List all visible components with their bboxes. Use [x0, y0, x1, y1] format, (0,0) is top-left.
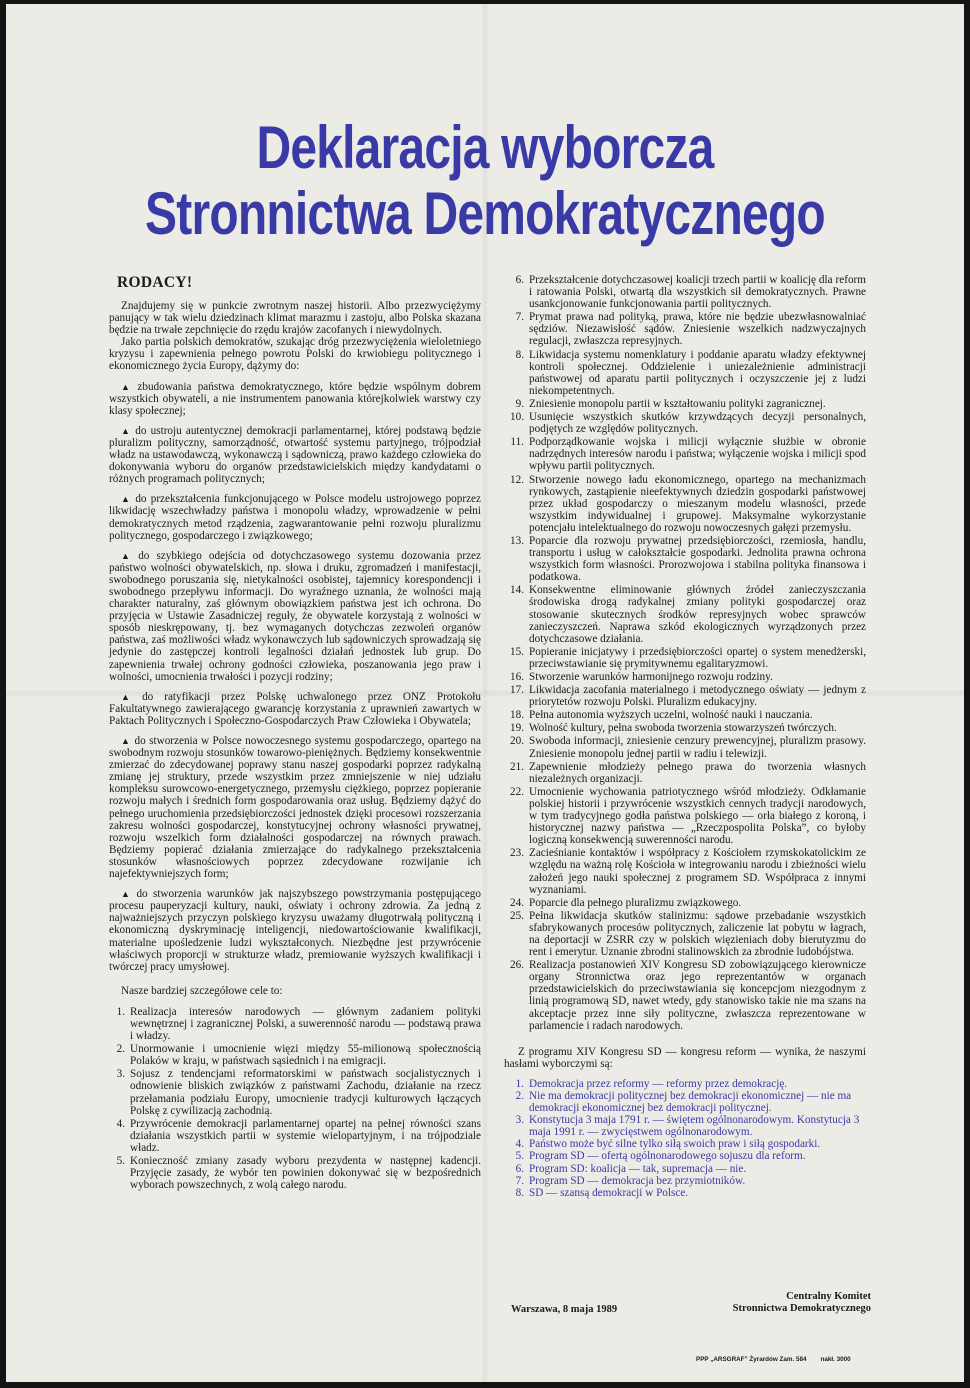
- goal-item-number: 26.: [510, 959, 524, 972]
- goal-item: [109, 1155, 481, 1191]
- goal-item: [504, 311, 866, 347]
- aim-item: [109, 888, 481, 973]
- goal-item: [504, 897, 866, 909]
- goal-item-number: 5.: [116, 1155, 125, 1167]
- aim-text: zbudowania państwa demokratycznego, które będzie wspólnym dobrem wszystkich obywateli, a nie instrumentem panowania którejkolwiek warstwy czy klasy społecznej;: [109, 380, 481, 417]
- goal-item-number: 8.: [515, 348, 524, 361]
- goal-item: [504, 959, 866, 1032]
- goal-item-number: 10.: [510, 411, 524, 424]
- goal-item-number: 20.: [510, 735, 524, 748]
- slogan-item: [504, 1090, 866, 1114]
- signature: [706, 1291, 871, 1315]
- goal-item-number: 22.: [510, 785, 524, 798]
- slogan-item: [504, 1150, 866, 1162]
- goal-item: [504, 671, 866, 683]
- title-line-1: Deklaracja wyborcza: [256, 114, 714, 181]
- slogans-intro: Z programu XIV Kongresu SD — kongresu reform — wynika, że naszymi hasłami wyborczymi są:: [504, 1045, 866, 1070]
- slogan-item-text: Konstytucja 3 maja 1791 r. — świętem ogólnonarodowym. Konstytucja 3 maja 1991 r. — zwycięstwem ogólnonarodowym.: [529, 1114, 860, 1139]
- triangle-bullet-icon: ▲: [121, 736, 131, 746]
- aim-text: do stworzenia w Polsce nowoczesnego systemu gospodarczego, opartego na swobodnym rozwoju stosunków towarowo-pieniężnych. Będziemy konsekwentnie zmierzać do zdecydowanej poprawy stanu naszej gospodarki poprzez radykalną zmianę jej struktury, przede wszystkim przez zmniejszenie w niej udziału kompleksu surowcowo-energetycznego, przemysłu ciężkiego, poprzez popieranie rozwoju małych i średnich form gospodarowania oraz usług. Będziemy dążyć do pełnego uruchomienia przedsiębiorczości jednostek dzięki procesowi rozszerzania zakresu wolności gospodarczej, konstytucyjnej ochrony własności prywatnej, rozwoju wszelkich form działalności gospodarczej na równych prawach. Będziemy popierać działania zmierzające do radykalnego przekształcenia stosunków własnościowych poprzez zdecydowane rozwijanie ich najefektywniejszych form;: [109, 735, 481, 881]
- goal-item: [504, 584, 866, 644]
- goal-item-number: 3.: [116, 1068, 125, 1081]
- goal-item-number: 12.: [510, 473, 524, 486]
- goal-item-text: Usunięcie wszystkich skutków krzywdzących decyzji personalnych, podjętych ze względów politycznych.: [529, 411, 866, 436]
- goal-item-number: 9.: [515, 397, 524, 410]
- signature-line: Stronnictwa Demokratycznego: [732, 1303, 871, 1314]
- slogan-item-text: Państwo może być silne tylko siłą swoich praw i siłą gospodarki.: [529, 1138, 821, 1151]
- goal-item-text: Zapewnienie młodzieży pełnego prawa do tworzenia własnych niezależnych organizacji.: [529, 760, 866, 785]
- slogan-item: [504, 1187, 866, 1199]
- goal-item-text: Pełna autonomia wyższych uczelni, wolność nauki i nauczania.: [529, 709, 813, 722]
- goal-item-text: Realizacja interesów narodowych — głównym zadaniem polityki wewnętrznej i zagranicznej Polski, a suwerenność narodu — podstawą prawa i władzy.: [130, 1005, 481, 1043]
- slogan-item-number: 3.: [515, 1114, 524, 1127]
- slogan-item-number: 1.: [515, 1077, 524, 1090]
- goals-list-left: [109, 1006, 481, 1191]
- goal-item-number: 1.: [116, 1005, 125, 1018]
- goal-item: [504, 684, 866, 708]
- triangle-bullet-icon: ▲: [121, 381, 134, 392]
- slogan-item: [504, 1175, 866, 1187]
- goal-item-text: Popieranie inicjatywy i przedsiębiorczości opartej o system menedżerski, przeciwstawianie się prymitywnemu egalitaryzmowi.: [529, 645, 866, 670]
- goal-item-number: 25.: [510, 909, 524, 922]
- goal-item-text: Konieczność zmiany zasady wyboru prezydenta w następnej kadencji. Przyjęcie zasady, że wybór ten powinien dokonywać się w bezpośrednich wyborach powszechnych, z wolą całego narodu.: [130, 1155, 481, 1192]
- goal-item: [109, 1068, 481, 1116]
- place-date: Warszawa, 8 maja 1989: [511, 1304, 618, 1315]
- slogan-item-number: 6.: [515, 1162, 524, 1175]
- left-column: [109, 274, 481, 1192]
- goal-item-text: Swoboda informacji, zniesienie cenzury prewencyjnej, pluralizm prasowy. Zniesienie monopolu jednej partii w radiu i telewizji.: [529, 735, 866, 760]
- goal-item-text: Przekształcenie dotychczasowej koalicji trzech partii w koalicję dla reform i ratowania Polski, otwartą dla wszystkich sił demokratycznych. Prawne usankcjonowanie funkcjonowania partii politycznych.: [529, 274, 866, 311]
- printer-name: PPP „ARSGRAF” Żyrardów Zam. 584: [696, 1356, 807, 1363]
- goal-item-text: Poparcie dla rozwoju prywatnej przedsiębiorczości, rzemiosła, handlu, transportu i usług w całokształcie gospodarki. Jednolita prawna ochrona wszystkich form własności. Prorozwojowa i stabilna polityka finansowa i podatkowa.: [529, 534, 866, 584]
- goal-item: [504, 735, 866, 759]
- title-line-2: Stronnictwa Demokratycznego: [145, 180, 825, 247]
- slogan-item-number: 7.: [515, 1174, 524, 1187]
- goal-item-number: 16.: [510, 671, 524, 683]
- slogan-item-number: 2.: [515, 1090, 524, 1102]
- goal-item: [504, 722, 866, 734]
- slogan-item: [504, 1078, 866, 1090]
- goal-item-text: Realizacja postanowień XIV Kongresu SD zobowiązującego kierownicze organy Stronnictwa oraz jego reprezentantów w organach przedstawicielskich do przeciwstawiania się koncepcjom niezgodnym z linią programową SD, nawet wtedy, gdy stanowisko takie nie ma szans na akceptacje przez inne siły polityczne, zwłaszcza reprezentowane w parlamencie i radach narodowych.: [529, 959, 866, 1032]
- aims-list: [109, 381, 481, 973]
- triangle-bullet-icon: ▲: [121, 425, 132, 436]
- slogan-item-text: Nie ma demokracji politycznej bez demokracji ekonomicznej — nie ma demokracji ekonomicznej bez demokracji politycznej.: [529, 1090, 852, 1115]
- aim-item: [109, 381, 481, 417]
- goal-item: [504, 398, 866, 410]
- goal-item-number: 4.: [116, 1117, 125, 1130]
- goal-item: [109, 1043, 481, 1067]
- goal-item-text: Umocnienie wychowania patriotycznego wśród młodzieży. Odkłamanie polskiej historii i przywrócenie wszystkich cennych tradycji narodowych, w tym tradycyjnego godła państwa polskiego — orła białego z koroną, i historycznej nazwy państwa — „Rzeczpospolita Polska”, co byłoby logiczną konsekwencją suwerenności narodu.: [529, 785, 866, 847]
- aim-item: [109, 425, 481, 485]
- slogan-item-number: 8.: [515, 1186, 524, 1199]
- triangle-bullet-icon: ▲: [121, 550, 135, 561]
- goal-item-number: 21.: [510, 760, 524, 773]
- intro-paragraph: Znajdujemy się w punkcie zwrotnym naszej historii. Albo przezwyciężymy panujący w tak wielu dziedzinach klimat marazmu i zastoju, albo Polska skazana będzie na trwałe zepchnięcie do rzędu krajów zacofanych i niewydolnych.: [109, 300, 481, 337]
- goal-item-text: Likwidacja systemu nomenklatury i poddanie aparatu władzy efektywnej kontroli społecznej. Oddzielenie i uniezależnienie administracji państwowej od aparatu partii politycznych i oczyszczenie jej z ludzi niekompetentnych.: [529, 348, 866, 397]
- goal-item-text: Stworzenie nowego ładu ekonomicznego, opartego na mechanizmach rynkowych, zastąpienie nieefektywnych dziedzin gospodarki państwowej przez układ gospodarczy o mieszanym modelu własności, przede wszystkim indywidualnej i grupowej. Maksymalne wykorzystanie potencjału intelektualnego do rozwoju nowoczesnych gałęzi przemysłu.: [529, 473, 866, 534]
- goal-item-number: 18.: [510, 709, 524, 722]
- aim-text: do ustroju autentycznej demokracji parlamentarnej, której podstawą będzie pluralizm polityczny, samorządność, otwartość systemu partyjnego, trójpodział władz na ustawodawczą, wykonawczą i sądowniczą, prawo każdego człowieka do dokonywania wyboru do organów przedstawicielskich między kandydatami o różnych programach politycznych;: [109, 424, 481, 486]
- print-run: nakł. 3000: [820, 1356, 851, 1363]
- goal-item-text: Przywrócenie demokracji parlamentarnej opartej na pełnej równości szans działania wszystkich partii w systemie wielopartyjnym, i na trójpodziale władz.: [130, 1117, 481, 1154]
- slogan-item-text: SD — szansą demokracji w Polsce.: [529, 1186, 689, 1199]
- goals-lead: Nasze bardziej szczegółowe cele to:: [121, 984, 283, 997]
- slogan-item: [504, 1163, 866, 1175]
- goal-item-text: Konsekwentne eliminowanie głównych źródeł zanieczyszczania środowiska drogą radykalnej zmiany polityki gospodarczej oraz stosowanie skutecznych środków represyjnych wobec sprawców zanieczyszczeń. Naprawa szkód ekologicznych wyrządzonych przez dotychczasowe działania.: [529, 584, 866, 645]
- goal-item-text: Zacieśnianie kontaktów i współpracy z Kościołem rzymskokatolickim ze względu na ważną rolę Kościoła w integrowaniu narodu i zbieżności wielu założeń jego nauki społecznej z programem SD. Współpraca z innymi wyznaniami.: [529, 847, 866, 896]
- goal-item-number: 7.: [515, 311, 524, 324]
- goal-item-number: 6.: [515, 274, 524, 286]
- slogans-list: [504, 1078, 866, 1199]
- aim-item: [109, 691, 481, 727]
- goal-item-text: Sojusz z tendencjami reformatorskimi w państwach socjalistycznych i odnowienie bliskich związków z państwami Zachodu, działanie na rzecz przełamania podziału Europy, umocnienie tradycji kulturowych łączących Polskę z cywilizacją zachodnią.: [130, 1068, 481, 1117]
- goal-item: [504, 910, 866, 958]
- goal-item: [504, 535, 866, 583]
- goal-item: [504, 646, 866, 670]
- goal-item-text: Podporządkowanie wojska i milicji wyłącznie służbie w obronie nadrzędnych interesów narodu i państwa; wyłączenie wojska i milicji spod wpływu partii politycznych.: [529, 436, 866, 473]
- poster-page: [6, 4, 964, 1382]
- goal-item: [504, 411, 866, 435]
- goal-item: [109, 1118, 481, 1154]
- goal-item-text: Pełna likwidacja skutków stalinizmu: sądowe przebadanie wszystkich sfabrykowanych procesów politycznych, zaliczenie lat pobytu w łagrach, na deportacji w ZSRR czy w polskich więzieniach doby bierutyzmu do rent i emerytur. Uznanie zbrodni stalinowskich za zbrodnie ludobójstwa.: [529, 909, 866, 959]
- slogan-item-text: Program SD: koalicja — tak, supremacja — nie.: [529, 1162, 747, 1175]
- aim-text: do ratyfikacji przez Polskę uchwalonego przez ONZ Protokołu Fakultatywnego zawierającego gwarancję korzystania z uprawnień zawartych w Paktach Politycznych i Społeczno-Gospodarczych Praw Człowieka i Obywatela;: [109, 690, 481, 727]
- printer-imprint: [696, 1356, 851, 1363]
- goal-item-number: 17.: [510, 684, 524, 697]
- aim-text: do przekształcenia funkcjonującego w Polsce modelu ustrojowego poprzez likwidację wszechwładzy państwa i monopolu władzy, wprowadzenie w pełni demokratycznych metod rządzenia, zagwarantowanie pełni rozwoju pluralizmu politycznego, gospodarczego i związkowego;: [109, 493, 481, 542]
- slogan-item: [504, 1138, 866, 1150]
- intro-paragraph: Jako partia polskich demokratów, szukając dróg przezwyciężenia wieloletniego kryzysu i zapewnienia pełnego powrotu Polski do krwiobiegu politycznego i ekonomicznego życia Europy, dążymy do:: [109, 336, 481, 373]
- slogan-item-number: 4.: [515, 1138, 524, 1151]
- goal-item: [504, 761, 866, 785]
- slogan-item-text: Program SD — ofertą ogólnonarodowego sojuszu dla reform.: [529, 1150, 806, 1163]
- goal-item-text: Likwidacja zacofania materialnego i metodycznego oświaty — jednym z priorytetów rozwoju Polski. Pluralizm edukacyjny.: [529, 684, 866, 709]
- goal-item: [504, 274, 866, 310]
- triangle-bullet-icon: ▲: [121, 889, 133, 900]
- section-heading: RODACY!: [117, 274, 193, 291]
- goal-item-number: 11.: [510, 436, 524, 449]
- goal-item-number: 2.: [116, 1043, 125, 1056]
- goal-item-text: Prymat prawa nad polityką, prawa, które nie będzie ubezwłasnowalniać sędziów. Niezawisłość sądów. Zniesienie wszelkich nadzwyczajnych regulacji, zwłaszcza represyjnych.: [529, 311, 866, 348]
- right-column: [504, 274, 866, 1199]
- goal-item: [109, 1006, 481, 1042]
- aim-text: do szybkiego odejścia od dotychczasowego systemu dozowania przez państwo wolności obywatelskich, np. słowa i druku, zgromadzeń i manifestacji, swobodnego poruszania się, nietykalności osobistej, tajemnicy korespondencji i swobodnego przepływu informacji. Do wyraźnego uznania, że wolności mają charakter naturalny, zaś głównym obowiązkiem państwa jest ich ochrona. Do przyjęcia w Ustawie Zasadniczej reguły, że obywatele korzystają z wolności w sposób nieskrępowany, tj. bez wymaganych dotychczas zezwoleń organów państwa, zaś możliwości władz wykonawczych lub sądowniczych sprowadzają się jedynie do zastępczej kontroli legalności działań jednostek lub grup. Do zapewnienia trwałej ochrony godności człowieka, poszanowania jego praw i wolności, umocnienia trwałości i pozycji rodziny;: [109, 549, 481, 683]
- goals-list-right: [504, 274, 866, 1032]
- aim-text: do stworzenia warunków jak najszybszego powstrzymania postępującego procesu pauperyzacji kultury, nauki, oświaty i ochrony zdrowia. Za jedną z najważniejszych przyczyn polskiego kryzysu uważamy długotrwałą polityczną i ekonomiczną dyskryminację inteligencji, niedowartościowanie kwalifikacji, materialne upośledzenie ludzi wykształconych. Niezbędne jest przywrócenie właściwych proporcji w strukturze władz, premiowanie wyższych kwalifikacji i twórczej pracy umysłowej.: [109, 888, 481, 973]
- goal-item: [504, 709, 866, 721]
- aim-item: [109, 735, 481, 880]
- signature-line: Centralny Komitet: [786, 1291, 871, 1302]
- goal-item-text: Unormowanie i umocnienie więzi między 55-milionową społecznością Polaków w kraju, w państwach sąsiednich i na emigracji.: [130, 1043, 481, 1068]
- aim-item: [109, 493, 481, 541]
- goal-item: [504, 349, 866, 397]
- goal-item: [504, 847, 866, 895]
- goal-item: [504, 786, 866, 846]
- goal-item-text: Wolność kultury, pełna swoboda tworzenia stowarzyszeń twórczych.: [529, 722, 837, 735]
- aim-item: [109, 550, 481, 683]
- goal-item-number: 19.: [510, 722, 524, 735]
- triangle-bullet-icon: ▲: [121, 691, 139, 702]
- slogan-item-text: Demokracja przez reformy — reformy przez demokrację.: [529, 1077, 788, 1090]
- slogan-item-number: 5.: [515, 1150, 524, 1163]
- goal-item: [504, 436, 866, 472]
- goal-item-number: 23.: [510, 847, 524, 860]
- goal-item-number: 13.: [510, 534, 524, 547]
- goal-item-text: Stworzenie warunków harmonijnego rozwoju rodziny.: [529, 671, 773, 683]
- goal-item-number: 15.: [510, 645, 524, 658]
- goal-item-text: Poparcie dla pełnego pluralizmu związkowego.: [529, 896, 742, 909]
- slogan-item-text: Program SD — demokracja bez przymiotników.: [529, 1174, 746, 1187]
- goal-item: [504, 474, 866, 534]
- goal-item-number: 14.: [510, 584, 524, 597]
- triangle-bullet-icon: ▲: [121, 494, 132, 505]
- slogan-item: [504, 1114, 866, 1138]
- goal-item-text: Zniesienie monopolu partii w kształtowaniu polityki zagranicznej.: [529, 397, 826, 410]
- goal-item-number: 24.: [510, 896, 524, 909]
